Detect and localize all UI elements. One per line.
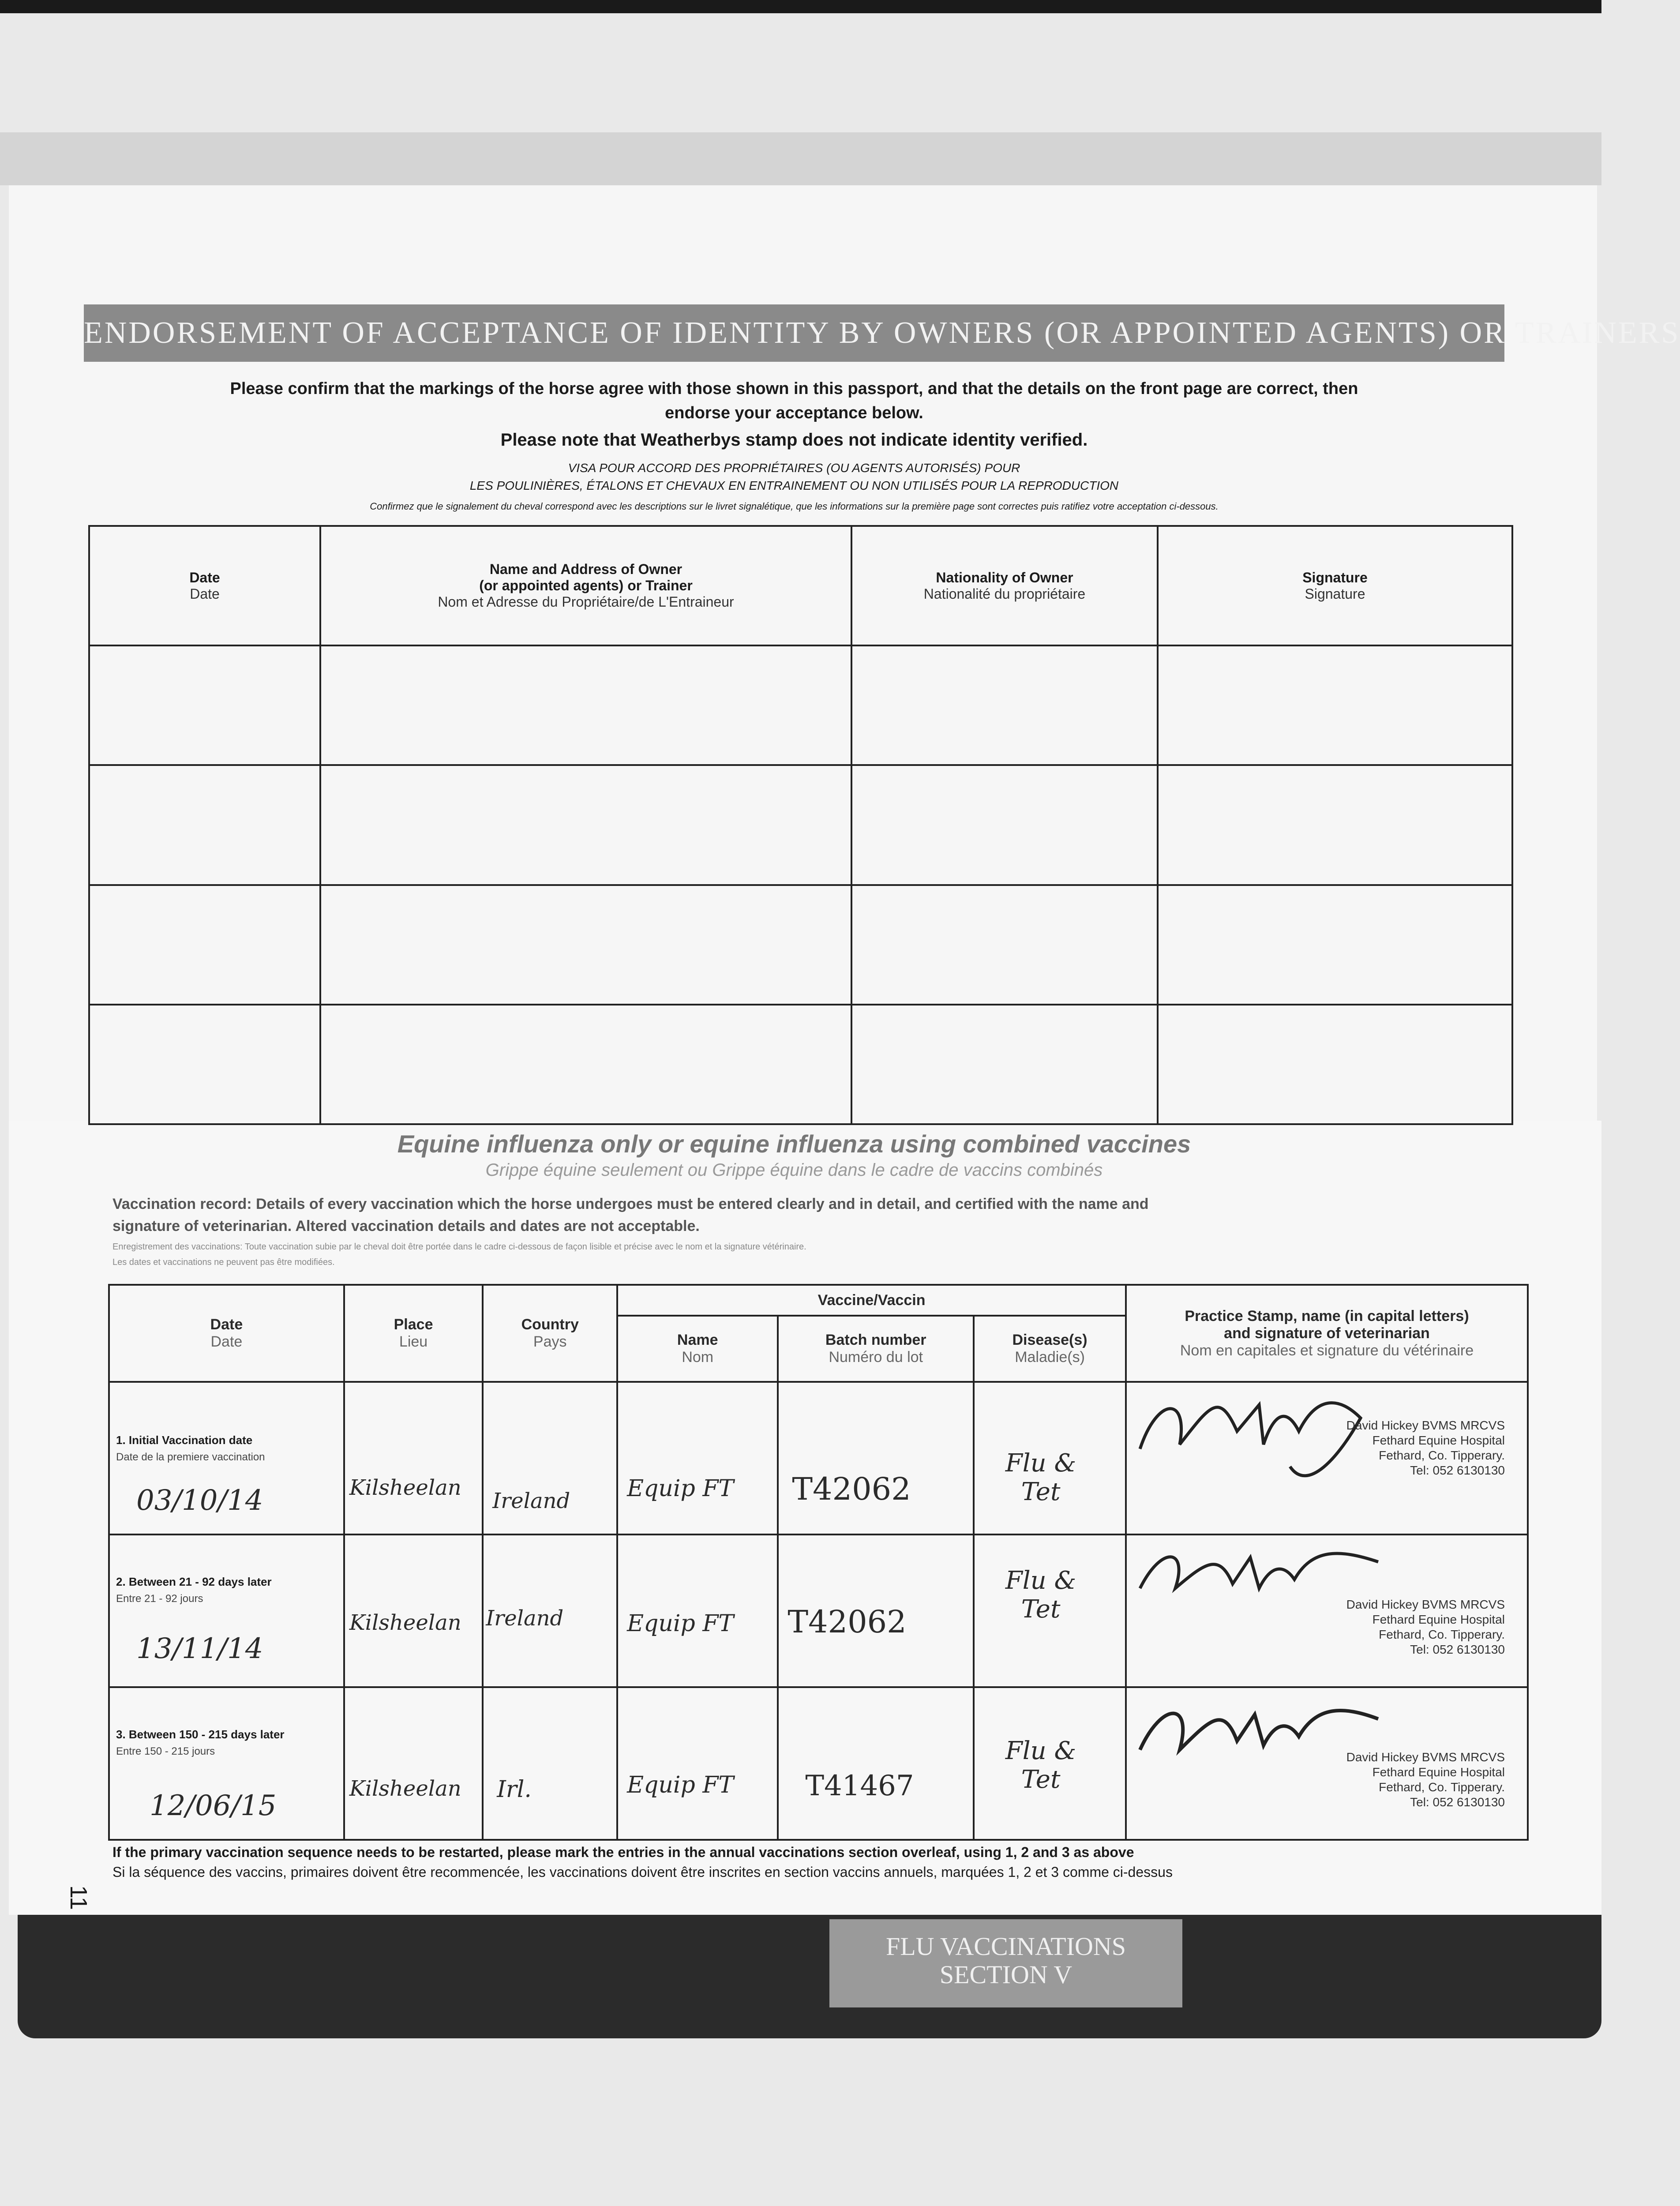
page-number: 11 xyxy=(65,1885,92,1910)
col-batch: Batch number Numéro du lot xyxy=(778,1316,974,1382)
endorse-instruction-1: Please confirm that the markings of the horse agree with those shown in this passport, and that the details on the front page are correct, then xyxy=(230,379,1358,398)
col-nationality: Nationality of Owner Nationalité du propriétaire xyxy=(851,526,1158,645)
col-disease: Disease(s) Maladie(s) xyxy=(974,1316,1126,1382)
vacc-date: 03/10/14 xyxy=(136,1484,263,1517)
vacc-name-cell[interactable]: Equip FT xyxy=(617,1534,778,1687)
vacc-place-cell[interactable]: Kilsheelan xyxy=(344,1687,483,1840)
endorsement-row[interactable] xyxy=(89,1005,1512,1124)
vaccination-instruction-fr-1: Enregistrement des vaccinations: Toute vaccination subie par le cheval doit être portée dans le cadre ci-dessous de façon lisible et précise avec le nom et la signature vétérinaire. xyxy=(112,1242,806,1252)
endorsement-row[interactable] xyxy=(89,645,1512,765)
french-heading-1: VISA POUR ACCORD DES PROPRIÉTAIRES (OU AGENTS AUTORISÉS) POUR xyxy=(568,461,1020,475)
vaccination-row[interactable] xyxy=(109,1382,1528,1534)
vacc-country-cell[interactable]: Ireland xyxy=(483,1534,617,1687)
col-signature: Signature Signature xyxy=(1158,526,1512,645)
passport-cover xyxy=(0,132,1601,185)
vacc-country-cell[interactable]: Irl. xyxy=(483,1687,617,1840)
vacc-date: 13/11/14 xyxy=(136,1632,263,1665)
vaccination-instruction-1: Vaccination record: Details of every vaccination which the horse undergoes must be entered clearly and in detail, and certified with the name and xyxy=(112,1196,1149,1212)
col-owner: Name and Address of Owner (or appointed agents) or Trainer Nom et Adresse du Propriétaire/de L'Entraineur xyxy=(320,526,851,645)
vacc-date-cell[interactable]: 2. Between 21 - 92 days later Entre 21 - 92 jours 13/11/14 xyxy=(109,1534,344,1687)
vacc-batch-cell[interactable]: T42062 xyxy=(778,1534,974,1687)
vacc-name-cell[interactable]: Equip FT xyxy=(617,1687,778,1840)
vaccination-table xyxy=(108,1284,1529,1841)
col-country: Country Pays xyxy=(483,1285,617,1382)
vacc-batch-cell[interactable]: T42062 xyxy=(778,1382,974,1534)
endorse-instruction-2: endorse your acceptance below. xyxy=(665,404,923,422)
endorsement-row[interactable] xyxy=(89,765,1512,885)
section-tab: FLU VACCINATIONS SECTION V xyxy=(829,1919,1182,2007)
french-heading-2: LES POULINIÈRES, ÉTALONS ET CHEVAUX EN ENTRAINEMENT OU NON UTILISÉS POUR LA REPRODUCTION xyxy=(469,479,1119,492)
vaccination-row[interactable] xyxy=(109,1687,1528,1840)
restart-note-fr: Si la séquence des vaccins, primaires doivent être recommencée, les vaccinations doivent être inscrites en section vaccins annuels, marquées 1, 2 et 3 comme ci-dessus xyxy=(112,1864,1173,1880)
vaccination-row[interactable] xyxy=(109,1534,1528,1687)
endorsement-table xyxy=(88,525,1513,1125)
vaccination-instruction-fr-2: Les dates et vaccinations ne peuvent pas être modifiées. xyxy=(112,1257,335,1267)
vacc-date: 12/06/15 xyxy=(150,1790,277,1822)
vacc-disease-cell[interactable]: Flu & Tet xyxy=(974,1687,1126,1840)
col-date: Date Date xyxy=(89,526,320,645)
endorsement-row[interactable] xyxy=(89,885,1512,1005)
vacc-place-cell[interactable]: Kilsheelan xyxy=(344,1534,483,1687)
restart-note: If the primary vaccination sequence needs to be restarted, please mark the entries in the annual vaccinations section overleaf, using 1, 2 and 3 as above xyxy=(112,1844,1134,1860)
endorsement-banner: ENDORSEMENT OF ACCEPTANCE OF IDENTITY BY OWNERS (OR APPOINTED AGENTS) OR TRAINERS xyxy=(84,304,1504,362)
col-practice-stamp: Practice Stamp, name (in capital letters) and signature of veterinarian Nom en capitales et signature du vétérinaire xyxy=(1126,1285,1528,1382)
weatherbys-note: Please note that Weatherbys stamp does not indicate identity verified. xyxy=(500,430,1088,450)
vacc-country-cell[interactable]: Ireland xyxy=(483,1382,617,1534)
col-vaccine-group: Vaccine/Vaccin xyxy=(617,1285,1126,1316)
flu-section-title: Equine influenza only or equine influenza using combined vaccines xyxy=(397,1130,1191,1158)
vacc-batch-cell[interactable]: T41467 xyxy=(778,1687,974,1840)
col-vaccine-name: Name Nom xyxy=(617,1316,778,1382)
vacc-date-cell[interactable]: 1. Initial Vaccination date Date de la premiere vaccination 03/10/14 xyxy=(109,1382,344,1534)
vet-stamp-cell[interactable]: David Hickey BVMS MRCVS Fethard Equine Hospital Fethard, Co. Tipperary. Tel: 052 6130130 xyxy=(1126,1687,1528,1840)
passport-cover-bottom xyxy=(18,1897,1601,2038)
scan-top-edge xyxy=(0,0,1601,13)
french-instruction: Confirmez que le signalement du cheval correspond avec les descriptions sur le livret signalétique, que les informations sur la première page sont correctes puis ratifiez votre acceptation ci-dessous. xyxy=(370,501,1219,512)
vacc-disease-cell[interactable]: Flu & Tet xyxy=(974,1382,1126,1534)
vacc-name-cell[interactable]: Equip FT xyxy=(617,1382,778,1534)
vaccination-instruction-2: signature of veterinarian. Altered vaccination details and dates are not acceptable. xyxy=(112,1218,700,1234)
vacc-place-cell[interactable]: Kilsheelan xyxy=(344,1382,483,1534)
vacc-date-cell[interactable]: 3. Between 150 - 215 days later Entre 150 - 215 jours 12/06/15 xyxy=(109,1687,344,1840)
vacc-disease-cell[interactable]: Flu & Tet xyxy=(974,1534,1126,1687)
vet-stamp-cell[interactable]: David Hickey BVMS MRCVS Fethard Equine Hospital Fethard, Co. Tipperary. Tel: 052 6130130 xyxy=(1126,1382,1528,1534)
flu-section-title-fr: Grippe équine seulement ou Grippe équine dans le cadre de vaccins combinés xyxy=(485,1160,1103,1180)
col-vacc-date: Date Date xyxy=(109,1285,344,1382)
col-place: Place Lieu xyxy=(344,1285,483,1382)
vet-stamp-cell[interactable]: David Hickey BVMS MRCVS Fethard Equine Hospital Fethard, Co. Tipperary. Tel: 052 6130130 xyxy=(1126,1534,1528,1687)
